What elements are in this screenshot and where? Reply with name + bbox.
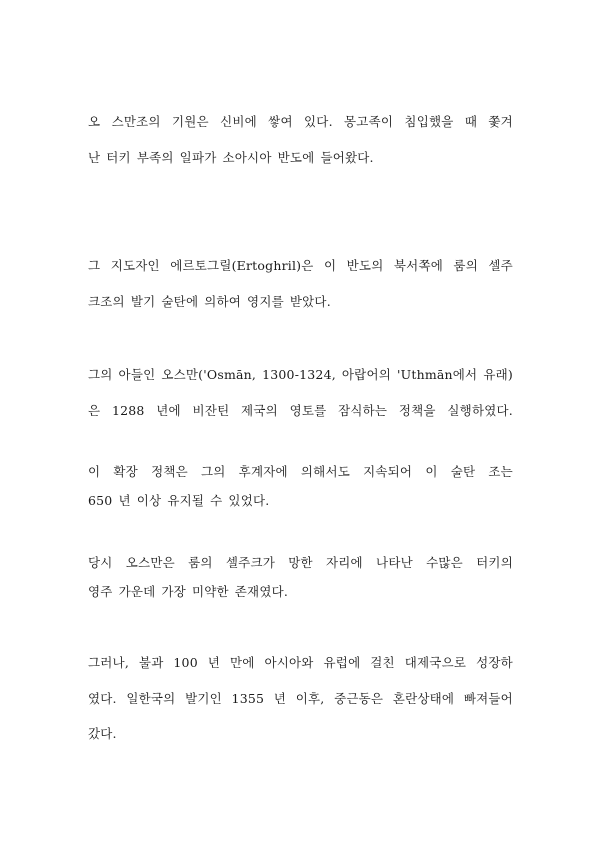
word: 만에 (230, 655, 255, 670)
paragraph-2-line-2 (88, 294, 513, 310)
word: 미약한 (191, 584, 229, 599)
word: 기원은 (171, 114, 209, 129)
word: 이상 (136, 493, 162, 508)
word: 소아시아 (222, 150, 272, 165)
word: 1300-1324, (262, 367, 336, 382)
paragraph-5-line-2 (88, 584, 513, 600)
word: 나타난 (376, 555, 413, 570)
word: 유지될 (167, 493, 205, 508)
word: 때 (464, 114, 478, 129)
word: 아시아와 (264, 655, 314, 670)
word: 조는 (488, 464, 513, 479)
word: 년 (207, 655, 221, 670)
word: 수 (210, 493, 223, 508)
paragraph-1-line-2 (88, 150, 513, 166)
word: 혼란상태에 (392, 691, 455, 706)
word: 1288 (111, 403, 145, 418)
word: 년에 (156, 403, 181, 418)
word: 유래) (483, 367, 513, 382)
word: 이 (425, 464, 438, 479)
word: 영지를 (247, 294, 284, 309)
word: 룸의 (453, 258, 478, 273)
word: 북서쪽에 (393, 258, 443, 273)
word: 수많은 (426, 555, 463, 570)
word: 은 (88, 403, 101, 418)
word: 유럽에 (323, 655, 361, 670)
word: 가운데 (118, 584, 156, 599)
word: 불과 (138, 655, 164, 670)
word: 지도자인 (110, 258, 160, 273)
word: 의해서도 (300, 464, 350, 479)
paragraph-4-line-1 (88, 464, 513, 480)
word: 발기 (130, 294, 156, 309)
word: 정책은 (151, 464, 188, 479)
word: 에르토그릴(Ertoghril)은 (170, 258, 314, 273)
word: 1355 (231, 691, 265, 706)
word: 확장 (113, 464, 138, 479)
word: 이 (323, 258, 337, 273)
word: 자리에 (326, 555, 363, 570)
word: 있었다. (228, 493, 270, 508)
word: 반도의 (346, 258, 384, 273)
word: 신비에 (220, 114, 257, 129)
word: 성장하 (476, 655, 513, 670)
word: 의하여 (204, 294, 242, 309)
paragraph-1-line-1 (88, 114, 513, 130)
paragraph-3-line-2 (88, 403, 513, 419)
word: 영토를 (289, 403, 327, 418)
word: 영주 (88, 584, 113, 599)
word: 당시 (88, 555, 113, 570)
word: 중근동은 (334, 691, 384, 706)
word: 반도에 (277, 150, 315, 165)
word: 들어왔다. (320, 150, 374, 165)
word: 지속되어 (363, 464, 413, 479)
word: 있다. (304, 114, 333, 129)
paragraph-6-line-1 (88, 655, 513, 671)
word: 존재였다. (234, 584, 289, 599)
word: 그의 (201, 464, 226, 479)
paragraph-6-line-2 (88, 691, 513, 707)
word: 오 (88, 114, 101, 129)
word: 이후, (295, 691, 325, 706)
word: 침입했을 (404, 114, 454, 129)
word: 셀주크가 (225, 555, 275, 570)
word: 아랍어의 (341, 367, 391, 382)
paragraph-5-line-1 (88, 555, 513, 571)
word: 잠식하는 (338, 403, 388, 418)
word: 이 (88, 464, 101, 479)
word: 'Uthmān에서 (396, 367, 478, 382)
word: 쫓겨 (488, 114, 513, 129)
word: 오스만('Osmān, (161, 367, 257, 382)
word: 오스만은 (125, 555, 175, 570)
word: 였다. (88, 691, 117, 706)
word: 부족의 (136, 150, 174, 165)
word: 년 (118, 493, 131, 508)
paragraph-2-line-1 (88, 258, 513, 274)
word: 제국의 (241, 403, 278, 418)
word: 터키 (106, 150, 131, 165)
word: 후계자에 (238, 464, 288, 479)
word: 가장 (161, 584, 186, 599)
word: 100 (173, 655, 198, 670)
word: 쌓여 (268, 114, 293, 129)
word: 그 (88, 258, 101, 273)
paragraph-6-line-3 (88, 726, 513, 742)
word: 일한국의 (126, 691, 176, 706)
word: 크조의 (88, 294, 125, 309)
word: 술탄 (450, 464, 476, 479)
word: 발기인 (185, 691, 222, 706)
word: 그의 (88, 367, 113, 382)
word: 룸의 (188, 555, 213, 570)
word: 년 (273, 691, 287, 706)
paragraph-4-line-2 (88, 493, 513, 509)
word: 정책을 (398, 403, 436, 418)
paragraph-3-line-1 (88, 367, 513, 383)
word: 셀주 (488, 258, 513, 273)
word: 650 (88, 493, 113, 508)
word: 망한 (288, 555, 313, 570)
word: 일파가 (179, 150, 217, 165)
word: 걸친 (370, 655, 395, 670)
word: 비잔틴 (192, 403, 230, 418)
word: 터키의 (476, 555, 513, 570)
word: 아들인 (118, 367, 156, 382)
word: 몽고족이 (344, 114, 394, 129)
word: 받았다. (289, 294, 331, 309)
word: 스만조의 (111, 114, 161, 129)
word: 그러나, (88, 655, 129, 670)
word: 실행하였다. (447, 403, 513, 418)
word: 빠져들어 (463, 691, 513, 706)
word: 대제국으로 (404, 655, 467, 670)
word: 난 (88, 150, 101, 165)
word: 갔다. (88, 726, 117, 741)
word: 술탄에 (161, 294, 199, 309)
